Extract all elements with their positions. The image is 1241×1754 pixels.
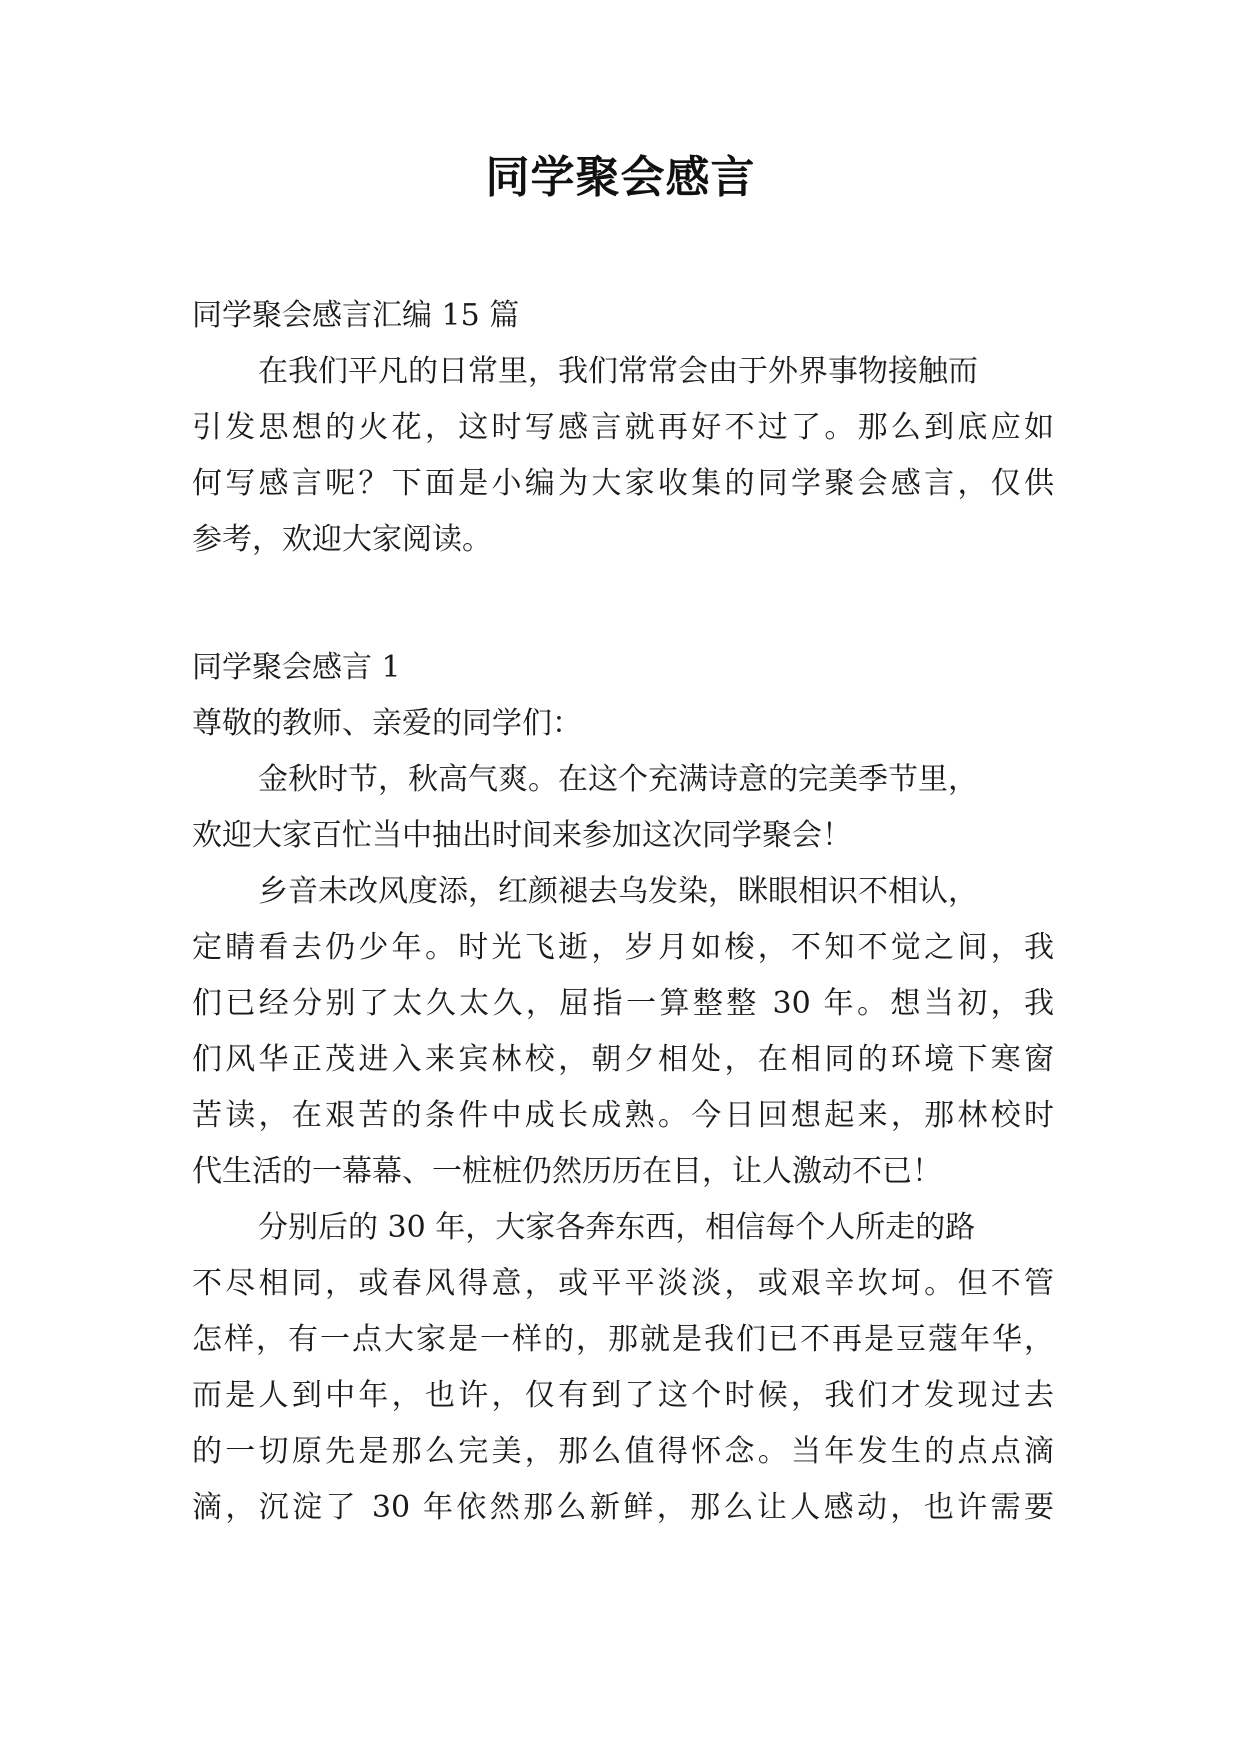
section-spacer <box>192 568 1054 640</box>
paragraph-line: 不尽相同，或春风得意，或平平淡淡，或艰辛坎坷。但不管 <box>192 1266 1054 1301</box>
paragraph-line: 何写感言呢？下面是小编为大家收集的同学聚会感言，仅供 <box>192 466 1054 501</box>
document-subtitle: 同学聚会感言汇编 15 篇 <box>192 298 520 333</box>
paragraph-line: 代生活的一幕幕、一桩桩仍然历历在目，让人激动不已！ <box>192 1154 942 1189</box>
paragraph-line: 乡音未改风度添，红颜褪去乌发染，眯眼相识不相认， <box>258 874 978 909</box>
paragraph-line: 欢迎大家百忙当中抽出时间来参加这次同学聚会！ <box>192 818 852 853</box>
paragraph <box>192 752 1054 864</box>
paragraph-line: 分别后的 30 年，大家各奔东西，相信每个人所走的路 <box>258 1210 976 1245</box>
paragraph-line: 们已经分别了太久太久，屈指一算整整 30 年。想当初，我 <box>192 986 1054 1021</box>
intro-paragraph <box>192 344 1054 568</box>
paragraph-line: 在我们平凡的日常里，我们常常会由于外界事物接触而 <box>258 354 978 389</box>
paragraph <box>192 864 1054 1200</box>
document-body <box>192 288 1054 1536</box>
paragraph-line: 参考，欢迎大家阅读。 <box>192 522 492 557</box>
paragraph-line: 怎样，有一点大家是一样的，那就是我们已不再是豆蔻年华， <box>192 1322 1054 1357</box>
paragraph-line: 而是人到中年，也许，仅有到了这个时候，我们才发现过去 <box>192 1378 1054 1413</box>
section-heading: 同学聚会感言 1 <box>192 650 401 685</box>
document-title: 同学聚会感言 <box>485 152 756 203</box>
salutation: 尊敬的教师、亲爱的同学们： <box>192 706 582 741</box>
paragraph-line: 的一切原先是那么完美，那么值得怀念。当年发生的点点滴 <box>192 1434 1054 1469</box>
paragraph-line: 们风华正茂进入来宾林校，朝夕相处，在相同的环境下寒窗 <box>192 1042 1054 1077</box>
paragraph-line: 滴，沉淀了 30 年依然那么新鲜，那么让人感动，也许需要 <box>192 1490 1054 1525</box>
paragraph-line: 苦读，在艰苦的条件中成长成熟。今日回想起来，那林校时 <box>192 1098 1054 1133</box>
paragraph <box>192 1200 1054 1536</box>
paragraph-line: 引发思想的火花，这时写感言就再好不过了。那么到底应如 <box>192 410 1054 445</box>
paragraph-line: 定睛看去仍少年。时光飞逝，岁月如梭，不知不觉之间，我 <box>192 930 1054 965</box>
paragraph-line: 金秋时节，秋高气爽。在这个充满诗意的完美季节里， <box>258 762 978 797</box>
